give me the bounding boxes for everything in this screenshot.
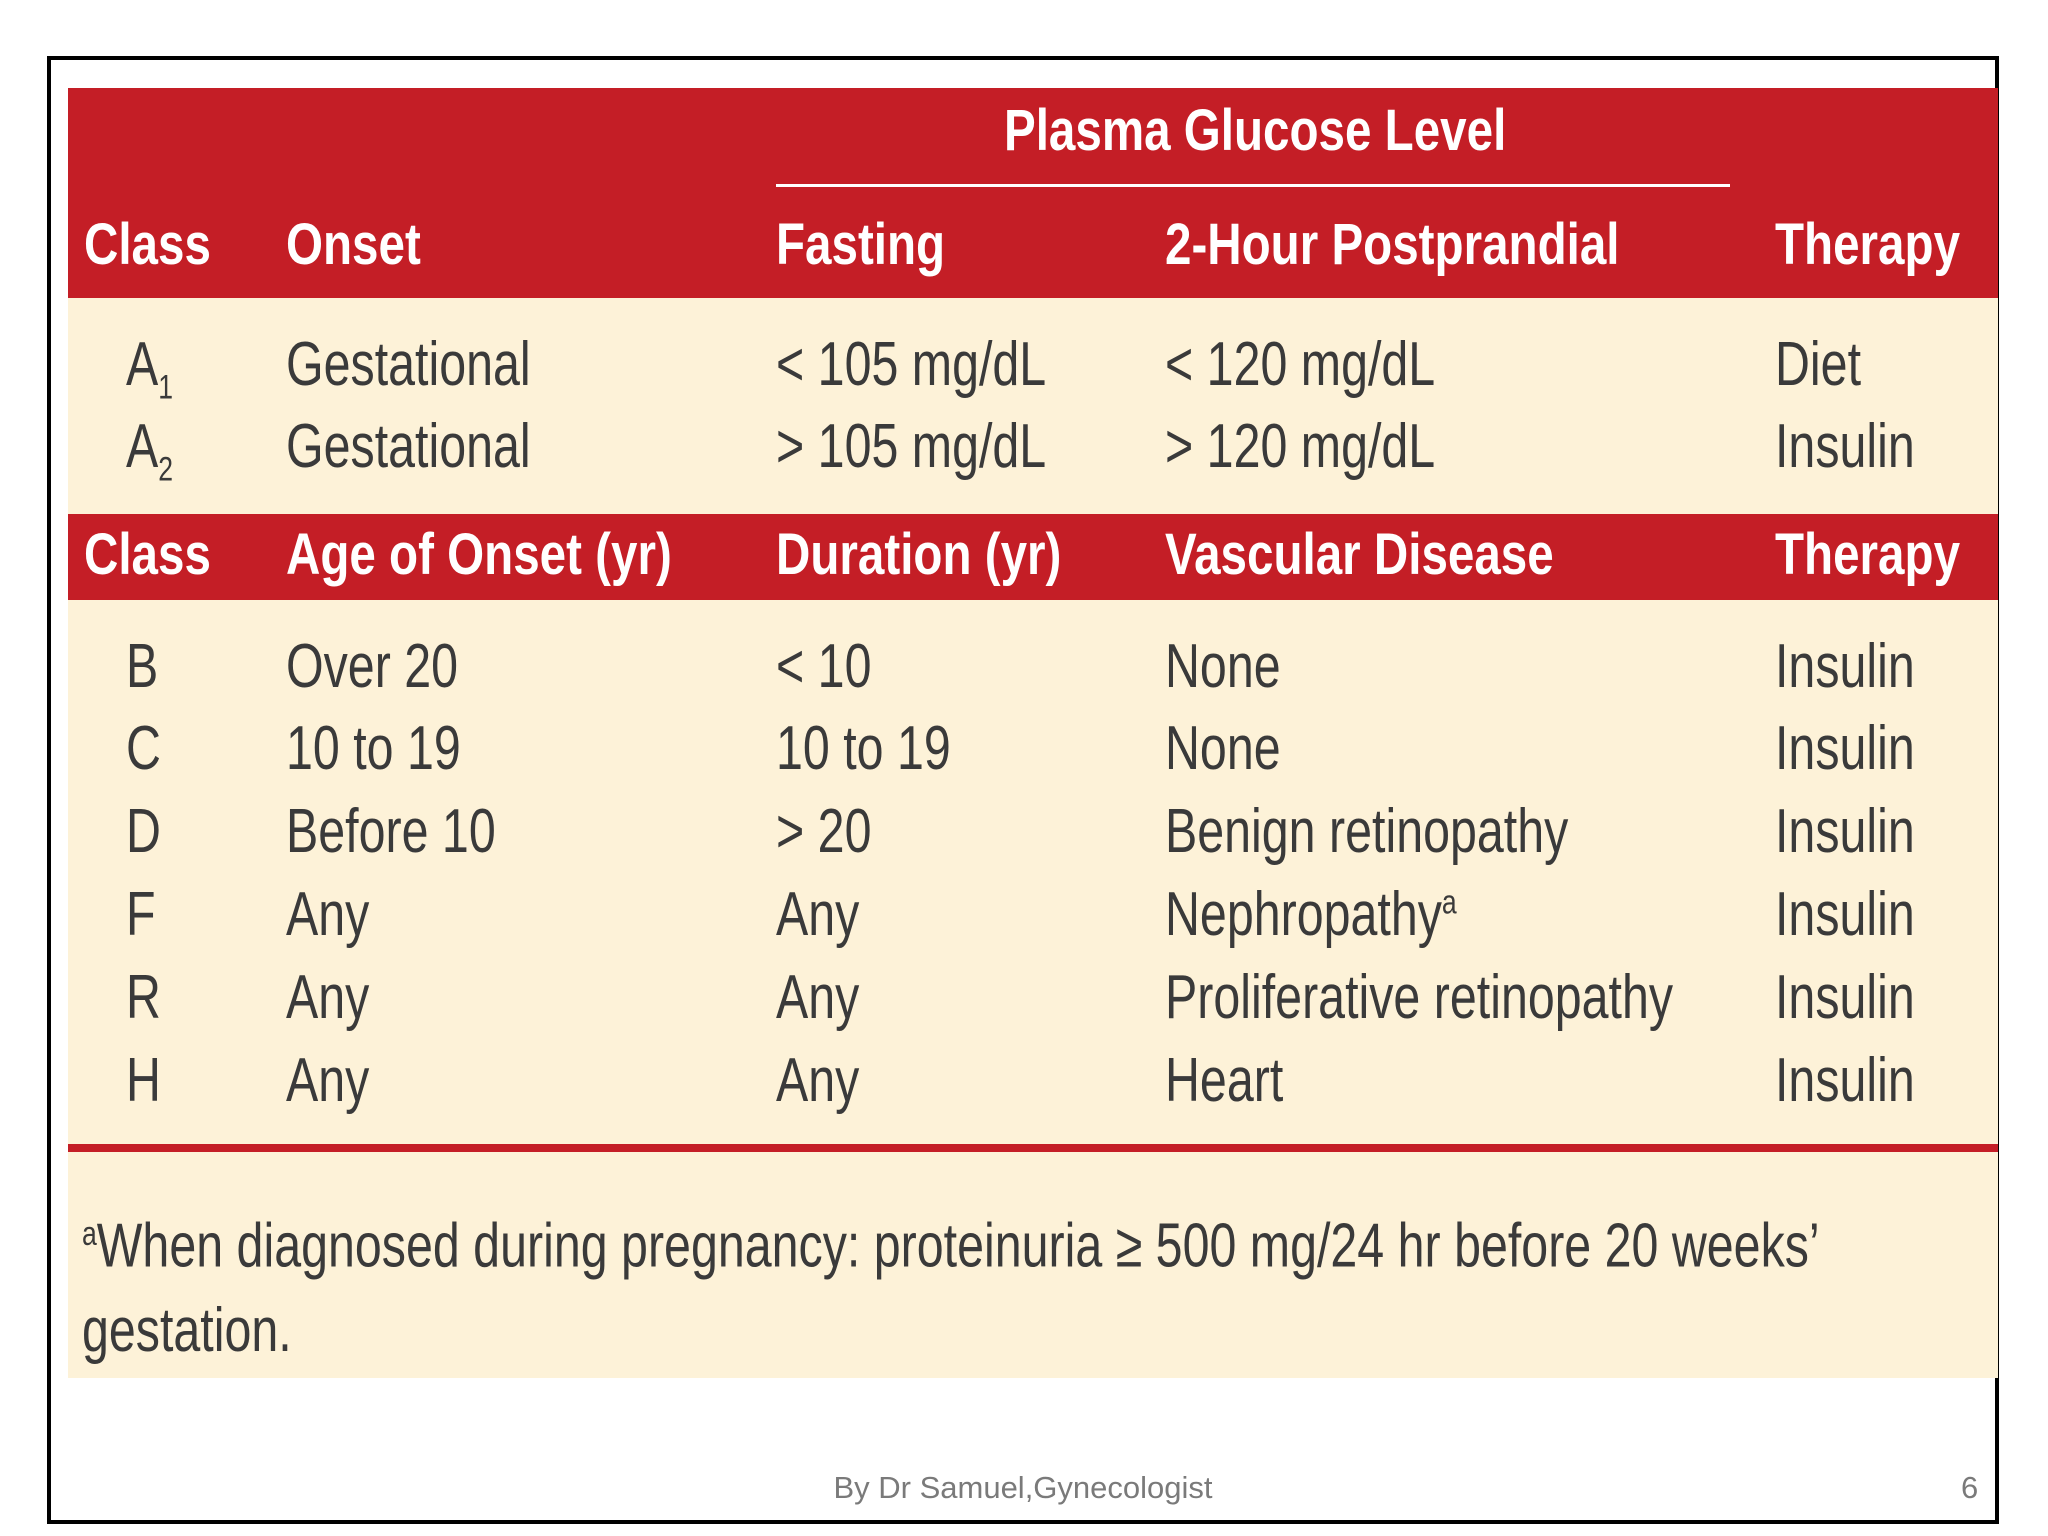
- age-cell: Any: [286, 963, 370, 1032]
- onset-cell: Gestational: [286, 330, 531, 399]
- class-cell: R: [126, 963, 161, 1032]
- header-class: Class: [84, 212, 211, 277]
- fasting-cell: < 105 mg/dL: [776, 330, 1047, 399]
- class-cell: D: [126, 797, 161, 866]
- classification-table: [68, 88, 1998, 1378]
- vascular-cell: None: [1165, 714, 1281, 783]
- header-band-gestational: [68, 88, 1998, 298]
- header-therapy-2: Therapy: [1775, 522, 1961, 587]
- postprandial-cell: < 120 mg/dL: [1165, 330, 1436, 399]
- plasma-glucose-level-heading: Plasma Glucose Level: [1004, 98, 1507, 163]
- duration-cell: Any: [776, 1046, 860, 1115]
- age-cell: Any: [286, 1046, 370, 1115]
- duration-cell: < 10: [776, 632, 872, 701]
- duration-cell: > 20: [776, 797, 872, 866]
- class-cell: F: [126, 880, 156, 949]
- vascular-cell: Proliferative retinopathy: [1165, 963, 1674, 1032]
- therapy-cell: Insulin: [1775, 880, 1915, 949]
- header-band-pregestational: [68, 514, 1998, 600]
- header-onset: Onset: [286, 212, 421, 277]
- duration-cell: Any: [776, 880, 860, 949]
- plasma-glucose-divider: [776, 184, 1730, 187]
- vascular-cell: Benign retinopathy: [1165, 797, 1569, 866]
- footer-author: By Dr Samuel,Gynecologist: [833, 1470, 1213, 1505]
- footnote-marker: a: [82, 1215, 97, 1253]
- therapy-cell: Insulin: [1775, 714, 1915, 783]
- age-cell: Any: [286, 880, 370, 949]
- header-class-2: Class: [84, 522, 211, 587]
- therapy-cell: Insulin: [1775, 797, 1915, 866]
- therapy-cell: Insulin: [1775, 412, 1915, 481]
- vascular-cell: Nephropathy$^a$: [1165, 880, 1457, 949]
- class-cell: C: [126, 714, 161, 783]
- postprandial-cell: > 120 mg/dL: [1165, 412, 1436, 481]
- slide: [47, 56, 1999, 1524]
- age-cell: Over 20: [286, 632, 459, 701]
- duration-cell: 10 to 19: [776, 714, 951, 783]
- therapy-cell: Insulin: [1775, 632, 1915, 701]
- duration-cell: Any: [776, 963, 860, 1032]
- header-fasting: Fasting: [776, 212, 946, 277]
- vascular-cell: None: [1165, 632, 1281, 701]
- class-cell: B: [126, 632, 159, 701]
- therapy-cell: Diet: [1775, 330, 1862, 399]
- table-bottom-rule: [68, 1144, 1998, 1152]
- header-therapy: Therapy: [1775, 212, 1961, 277]
- onset-cell: Gestational: [286, 412, 531, 481]
- header-postprandial: 2-Hour Postprandial: [1165, 212, 1620, 277]
- class-cell: H: [126, 1046, 161, 1115]
- therapy-cell: Insulin: [1775, 1046, 1915, 1115]
- age-cell: Before 10: [286, 797, 496, 866]
- footnote: [82, 1192, 1982, 1373]
- vascular-cell: Heart: [1165, 1046, 1284, 1115]
- header-age-of-onset: Age of Onset (yr): [286, 522, 672, 587]
- footnote-line-1: $^a$When diagnosed during pregnancy: proteinuria ≥ 500 mg/24 hr before 20 weeks’: [82, 1211, 1820, 1281]
- class-cell: $A_2$: [126, 412, 174, 489]
- footnote-marker: a: [1441, 883, 1457, 922]
- header-duration: Duration (yr): [776, 522, 1062, 587]
- slide-number: 6: [1961, 1470, 1979, 1505]
- footnote-line-2: gestation.: [82, 1295, 292, 1365]
- therapy-cell: Insulin: [1775, 963, 1915, 1032]
- fasting-cell: > 105 mg/dL: [776, 412, 1047, 481]
- header-vascular-disease: Vascular Disease: [1165, 522, 1554, 587]
- age-cell: 10 to 19: [286, 714, 461, 783]
- class-cell: $A_1$: [126, 330, 174, 407]
